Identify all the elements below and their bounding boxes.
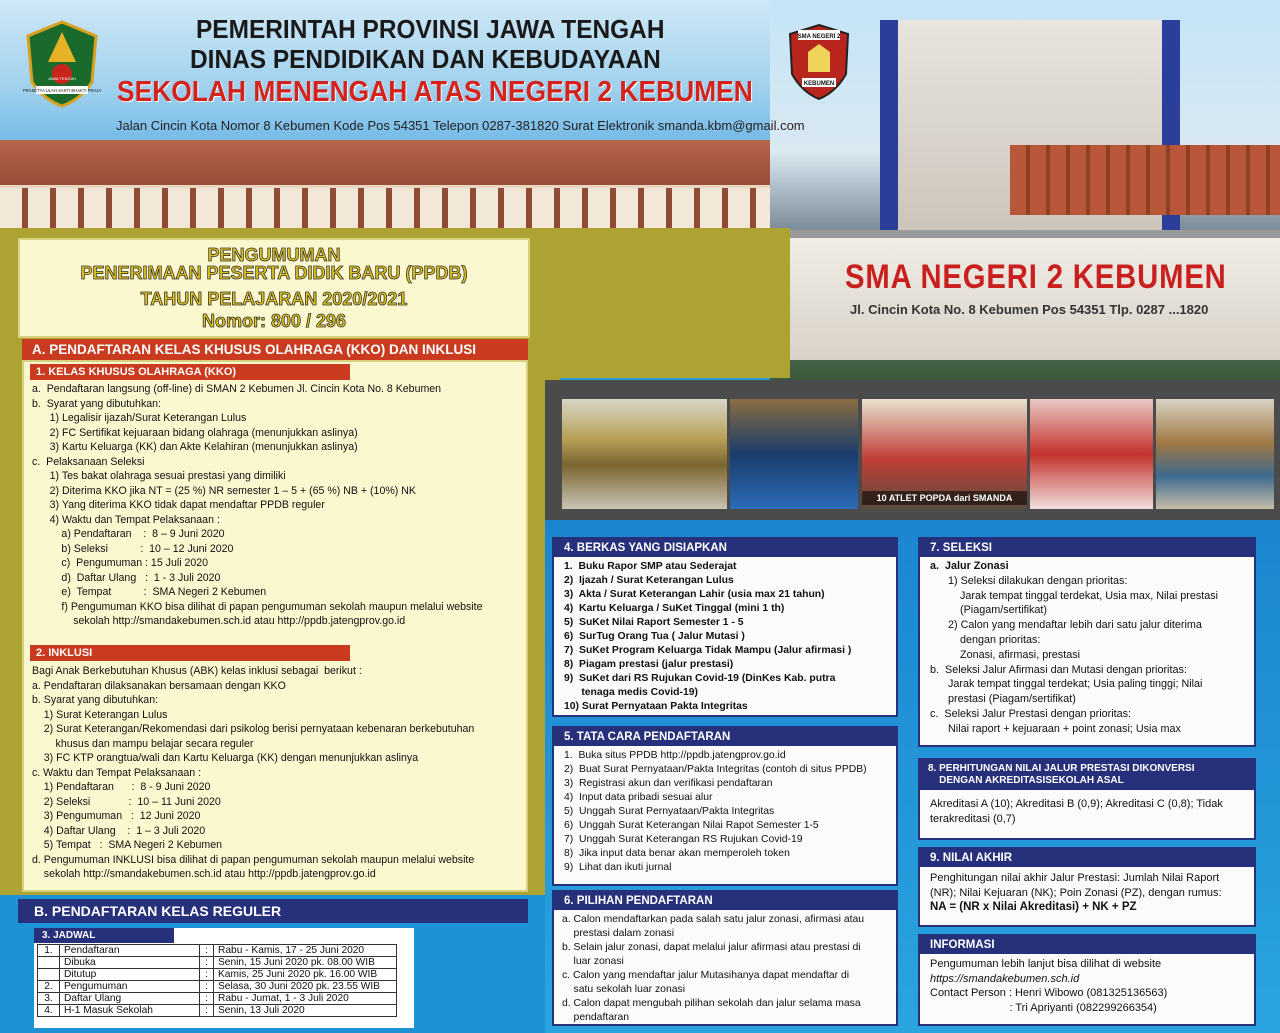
berkas-list: [554, 557, 896, 714]
table-cell: 3.: [38, 993, 60, 1005]
kko-line: b. Syarat yang dibutuhkan:: [32, 397, 161, 410]
seleksi-list: [920, 557, 1254, 737]
kko-line: 2) FC Sertifikat kejuaraan bidang olahraga (menunjukkan aslinya): [32, 426, 358, 439]
header-line-2: DINAS PENDIDIKAN DAN KEBUDAYAAN: [190, 44, 661, 74]
jadwal-box: [34, 928, 414, 1028]
list-item: 6) SurTug Orang Tua ( Jalur Mutasi ): [564, 631, 745, 642]
kko-line: e) Tempat : SMA Negeri 2 Kebumen: [32, 586, 267, 598]
kko-line: a. Pendaftaran langsung (off-line) di SMAN 2 Kebumen Jl. Cincin Kota No. 8 Kebumen: [32, 383, 442, 395]
list-item: prestasi dalam zonasi: [562, 928, 675, 939]
list-item: 8) Jika input data benar akan memperoleh token: [564, 848, 790, 859]
nilai-title: 9. NILAI AKHIR: [920, 849, 1254, 867]
list-item: 5) SuKet Nilai Raport Semester 1 - 5: [564, 617, 744, 628]
photo-ceremony: [1030, 399, 1153, 509]
table-cell: 2.: [38, 981, 60, 993]
inklusi-line: c. Waktu dan Tempat Pelaksanaan :: [32, 766, 202, 779]
table-row: [38, 945, 397, 957]
inklusi-line: 4) Daftar Ulang : 1 – 3 Juli 2020: [32, 824, 206, 837]
kko-list: [32, 382, 524, 629]
announcement-line-3: TAHUN PELAJARAN 2020/2021: [140, 289, 408, 309]
tatacara-title: 5. TATA CARA PENDAFTARAN: [554, 728, 896, 746]
list-item: b. Selain jalur zonasi, dapat melalui jalur afirmasi atau prestasi di: [562, 942, 861, 953]
section-b-title: B. PENDAFTARAN KELAS REGULER: [18, 899, 528, 923]
list-item: 10) Surat Pernyataan Pakta Integritas: [564, 701, 748, 712]
kko-line: sekolah http://smandakebumen.sch.id atau http://ppdb.jatengprov.go.id: [32, 615, 406, 627]
school-logo-icon: [786, 22, 852, 102]
list-item: dengan prioritas:: [930, 633, 1041, 646]
announcement-line-4: Nomor: 800 / 296: [201, 311, 347, 331]
perhitungan-title-line-1: 8. PERHITUNGAN NILAI JALUR PRESTASI DIKONVERSI: [928, 763, 1195, 774]
list-item: 1) Seleksi dilakukan dengan prioritas:: [930, 574, 1128, 587]
header-line-1: PEMERINTAH PROVINSI JAWA TENGAH: [196, 14, 665, 44]
table-row: [38, 993, 397, 1005]
list-item: (NR); Nilai Kejuaran (NK); Poin Zonasi (PZ), dengan rumus:: [930, 886, 1222, 899]
nilai-formula: NA = (NR x Nilai Akreditasi) + NK + PZ: [930, 901, 1137, 913]
perhitungan-box: [918, 758, 1256, 840]
table-cell: :: [200, 981, 214, 993]
list-item: 4) Input data pribadi sesuai alur: [564, 792, 713, 803]
inklusi-title: 2. INKLUSI: [30, 645, 350, 661]
list-item: 9) SuKet dari RS Rujukan Covid-19 (DinKes Kab. putra: [564, 673, 836, 684]
table-cell: Daftar Ulang: [60, 993, 200, 1005]
table-row: [38, 981, 397, 993]
list-item: 1. Buka situs PPDB http://ppdb.jatengprov.go.id: [564, 750, 786, 761]
table-cell: Selasa, 30 Juni 2020 pk. 23.55 WIB: [214, 981, 397, 993]
list-item: 3) Registrasi akun dan verifikasi pendaftaran: [564, 778, 773, 789]
inklusi-line: sekolah http://smandakebumen.sch.id atau http://ppdb.jatengprov.go.id: [32, 868, 376, 880]
berkas-title: 4. BERKAS YANG DISIAPKAN: [554, 539, 896, 557]
list-item: a. Calon mendaftarkan pada salah satu jalur zonasi, afirmasi atau: [562, 914, 865, 925]
kko-title: 1. KELAS KHUSUS OLAHRAGA (KKO): [30, 364, 350, 380]
list-item: luar zonasi: [562, 956, 624, 967]
section-a-title: A. PENDAFTARAN KELAS KHUSUS OLAHRAGA (KKO) DAN INKLUSI: [22, 339, 528, 360]
table-cell: Rabu - Kamis, 17 - 25 Juni 2020: [214, 945, 397, 957]
table-cell: 1.: [38, 945, 60, 957]
table-cell: :: [200, 993, 214, 1005]
perhitungan-text: [920, 790, 1254, 827]
informasi-title: INFORMASI: [920, 936, 1254, 954]
table-cell: [38, 957, 60, 969]
table-cell: H-1 Masuk Sekolah: [60, 1005, 200, 1017]
berkas-box: [552, 537, 898, 717]
table-cell: :: [200, 945, 214, 957]
list-item: pendaftaran: [562, 1012, 630, 1023]
photo-popda-athletes: [862, 399, 1027, 509]
list-item: 2) Calon yang mendaftar lebih dari satu jalur diterima: [930, 619, 1202, 632]
perhitungan-title-line-2: DENGAN AKREDITASISEKOLAH ASAL: [928, 775, 1124, 786]
kko-line: 1) Legalisir ijazah/Surat Keterangan Lulus: [32, 412, 247, 424]
kko-line: c) Pengumuman : 15 Juli 2020: [32, 557, 209, 569]
table-cell: [38, 969, 60, 981]
list-item: terakreditasi (0,7): [930, 813, 1016, 825]
informasi-box: [918, 934, 1256, 1026]
table-cell: Rabu - Jumat, 1 - 3 Juli 2020: [214, 993, 397, 1005]
list-item: 9) Lihat dan ikuti jurnal: [564, 862, 672, 873]
sign-address: Jl. Cincin Kota No. 8 Kebumen Pos 54351 Tlp. 0287 ...1820: [850, 302, 1209, 317]
inklusi-line: 2) Seleksi : 10 – 11 Juni 2020: [32, 795, 221, 808]
announcement-line-2: PENERIMAAN PESERTA DIDIK BARU (PPDB): [80, 263, 468, 283]
list-item: tenaga medis Covid-19): [564, 687, 698, 698]
province-logo-label: JAWA TENGAH: [47, 76, 77, 81]
inklusi-line: a. Pendaftaran dilaksanakan bersamaan dengan KKO: [32, 679, 286, 692]
kko-line: a) Pendaftaran : 8 – 9 Juni 2020: [32, 528, 225, 540]
tatacara-box: [552, 726, 898, 886]
list-item: 4) Kartu Keluarga / SuKet Tinggal (mini 1 th): [564, 603, 785, 614]
table-cell: Senin, 13 Juli 2020: [214, 1005, 397, 1017]
table-cell: Dibuka: [60, 957, 200, 969]
pilihan-list: [554, 910, 896, 1025]
jadwal-table: [37, 944, 397, 1017]
announcement-line-1: PENGUMUMAN: [207, 245, 341, 265]
table-cell: Pengumuman: [60, 981, 200, 993]
informasi-contact: Contact Person : Henri Wibowo (081325136563): [930, 987, 1168, 999]
kko-line: 4) Waktu dan Tempat Pelaksanaan :: [32, 513, 220, 526]
table-row: [38, 1005, 397, 1017]
table-cell: Kamis, 25 Juni 2020 pk. 16.00 WIB: [214, 969, 397, 981]
table-cell: 4.: [38, 1005, 60, 1017]
inklusi-line: 1) Surat Keterangan Lulus: [32, 708, 168, 721]
list-item: Nilai raport + kejuaraan + point zonasi; Usia max: [930, 722, 1181, 735]
inklusi-line: 2) Surat Keterangan/Rekomendasi dari psikolog berisi pernyataan kebenaran berkebutuhan: [32, 723, 475, 735]
kko-line: 1) Tes bakat olahraga sesuai prestasi yang dimiliki: [32, 470, 286, 482]
list-item: 2) Ijazah / Surat Keterangan Lulus: [564, 575, 734, 586]
inklusi-line: 5) Tempat : SMA Negeri 2 Kebumen: [32, 839, 222, 851]
list-item: 1. Buku Rapor SMP atau Sederajat: [564, 561, 737, 572]
inklusi-line: 3) Pengumuman : 12 Juni 2020: [32, 810, 201, 822]
table-row: [38, 957, 397, 969]
jadwal-title: 3. JADWAL: [34, 928, 174, 943]
province-logo-motto: PRASETYA ULAH SAKTI BHAKTI PRAJA: [22, 88, 102, 93]
tatacara-list: [554, 746, 896, 875]
nilai-box: [918, 847, 1256, 927]
seleksi-title: 7. SELEKSI: [920, 539, 1254, 557]
list-item: b. Seleksi Jalur Afirmasi dan Mutasi dengan prioritas:: [930, 663, 1187, 676]
kko-line: f) Pengumuman KKO bisa dilihat di papan pengumuman sekolah maupun melalui website: [32, 600, 483, 613]
informasi-contact-2: : Tri Apriyanti (082299266354): [930, 1001, 1157, 1014]
list-item: c. Calon yang mendaftar jalur Mutasihanya dapat mendaftar di: [562, 970, 850, 981]
list-item: (Piagam/sertifikat): [930, 604, 1047, 617]
table-cell: Ditutup: [60, 969, 200, 981]
inklusi-line: 3) FC KTP orangtua/wali dan Kartu Keluarga (KK) dengan menunjukkan aslinya: [32, 752, 419, 764]
table-cell: :: [200, 957, 214, 969]
list-item: prestasi (Piagam/sertifikat): [930, 693, 1076, 706]
kko-line: b) Seleksi : 10 – 12 Juni 2020: [32, 542, 234, 555]
list-item: Jarak tempat tinggal terdekat; Usia paling tinggi; Nilai: [930, 678, 1203, 691]
announcement-box: [18, 238, 530, 338]
informasi-text: [920, 954, 1254, 1015]
photo-caption: 10 ATLET POPDA dari SMANDA: [862, 491, 1027, 505]
list-item: 3) Akta / Surat Keterangan Lahir (usia max 21 tahun): [564, 589, 825, 600]
header-address: Jalan Cincin Kota Nomor 8 Kebumen Kode Pos 54351 Telepon 0287-381820 Surat Elektronik smanda.kbm@gmail.com: [116, 118, 805, 133]
list-item: d. Calon dapat mengubah pilihan sekolah dan jalur selama masa: [562, 998, 861, 1009]
kko-line: 3) Yang diterima KKO tidak dapat mendaftar PPDB reguler: [32, 499, 325, 511]
inklusi-line: Bagi Anak Berkebutuhan Khusus (ABK) kelas inklusi sebagai berikut :: [32, 665, 362, 677]
list-item: satu sekolah luar zonasi: [562, 984, 686, 995]
list-item: Zonasi, afirmasi, prestasi: [930, 648, 1081, 661]
building-facade: [880, 20, 1180, 250]
table-cell: Pendaftaran: [60, 945, 200, 957]
photo-students-group: [562, 399, 727, 509]
list-item: 6) Unggah Surat Keterangan Nilai Rapot Semester 1-5: [564, 820, 819, 831]
pilihan-title: 6. PILIHAN PENDAFTARAN: [554, 892, 896, 910]
list-item: Akreditasi A (10); Akreditasi B (0,9); Akreditasi C (0,8); Tidak: [930, 798, 1223, 810]
list-item: Jarak tempat tinggal terdekat, Usia max, Nilai prestasi: [930, 589, 1219, 602]
pilihan-box: [552, 890, 898, 1026]
sign-title: SMA NEGERI 2 KEBUMEN: [845, 258, 1227, 296]
table-row: [38, 969, 397, 981]
list-item: 7) Unggah Surat Keterangan RS Rujukan Covid-19: [564, 834, 803, 845]
inklusi-line: b. Syarat yang dibutuhkan:: [32, 694, 159, 706]
kko-line: 3) Kartu Keluarga (KK) dan Akte Kelahiran (menunjukkan aslinya): [32, 441, 358, 453]
building-roof: [1010, 145, 1280, 215]
roof-columns: [0, 188, 800, 228]
informasi-website[interactable]: https://smandakebumen.sch.id: [930, 972, 1080, 985]
school-logo-label: SMA NEGERI 2: [797, 34, 841, 40]
inklusi-list: [32, 664, 524, 882]
nilai-text: [920, 867, 1254, 915]
list-item: 8) Piagam prestasi (jalur prestasi): [564, 659, 734, 670]
list-item: Penghitungan nilai akhir Jalur Prestasi: Jumlah Nilai Raport: [930, 872, 1220, 884]
seleksi-box: [918, 537, 1256, 747]
inklusi-line: 1) Pendaftaran : 8 - 9 Juni 2020: [32, 781, 211, 793]
kko-line: 2) Diterima KKO jika NT = (25 %) NR semester 1 – 5 + (65 %) NB + (10%) NK: [32, 484, 416, 497]
list-item: a. Jalur Zonasi: [930, 560, 1009, 572]
table-cell: :: [200, 969, 214, 981]
list-item: 7) SuKet Program Keluarga Tidak Mampu (Jalur afirmasi ): [564, 645, 852, 656]
photo-sports-team: [730, 399, 858, 509]
photo-library: [1156, 399, 1274, 509]
list-item: 2) Buat Surat Pernyataan/Pakta Integritas (contoh di situs PPDB): [564, 764, 867, 775]
table-cell: :: [200, 1005, 214, 1017]
perhitungan-title: [920, 760, 1254, 790]
inklusi-line: d. Pengumuman INKLUSI bisa dilihat di papan pengumuman sekolah maupun melalui website: [32, 853, 475, 866]
school-logo-bottom: KEBUMEN: [803, 81, 835, 87]
list-item: c. Seleksi Jalur Prestasi dengan prioritas:: [930, 707, 1132, 720]
province-logo-icon: [22, 18, 102, 108]
table-cell: Senin, 15 Juni 2020 pk. 08.00 WIB: [214, 957, 397, 969]
inklusi-line: khusus dan mampu belajar secara reguler: [32, 737, 254, 750]
kko-line: c. Pelaksanaan Seleksi: [32, 455, 145, 468]
kko-line: d) Daftar Ulang : 1 - 3 Juli 2020: [32, 571, 221, 584]
informasi-line: Pengumuman lebih lanjut bisa dilihat di website: [930, 958, 1162, 970]
list-item: 5) Unggah Surat Pernyataan/Pakta Integritas: [564, 806, 775, 817]
header-school-name: SEKOLAH MENENGAH ATAS NEGERI 2 KEBUMEN: [117, 76, 753, 108]
